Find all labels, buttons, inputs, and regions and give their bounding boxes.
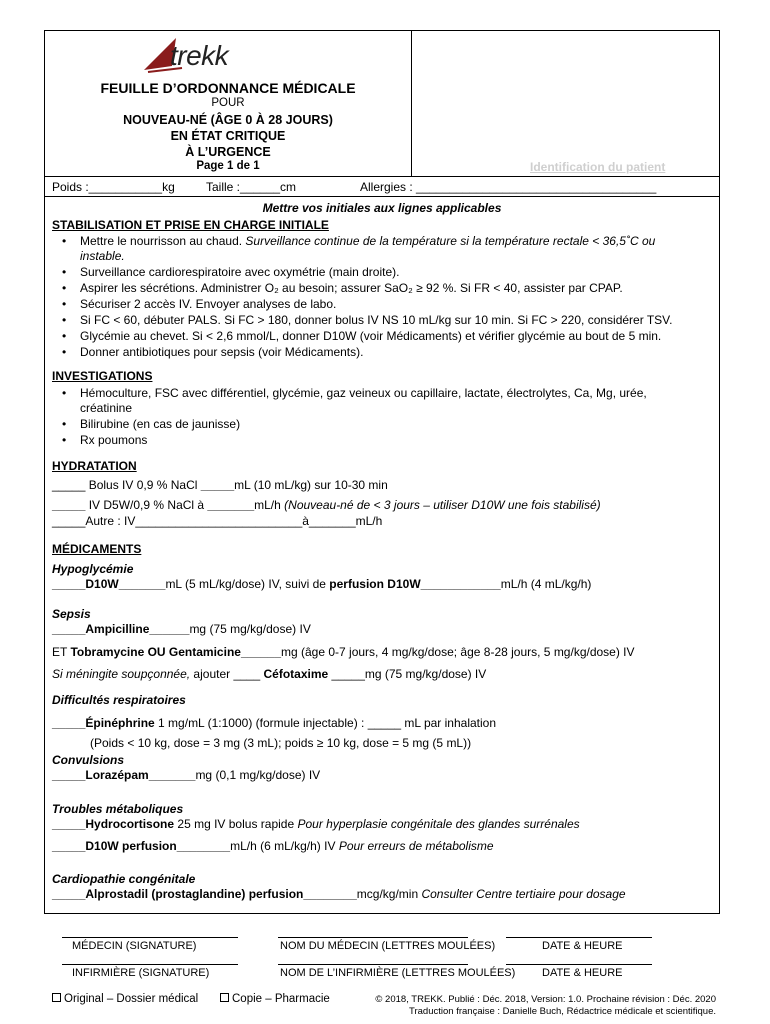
inv-item-2: Bilirubine (en cas de jaunisse) [80, 417, 241, 431]
stab-item-5: Si FC < 60, débuter PALS. Si FC > 180, donner bolus IV NS 10 mL/kg sur 10 min. Si FC > 220, considérer TSV. [80, 313, 673, 327]
hydra-d5w-line[interactable]: _____ IV D5W/0,9 % NaCl à _______mL/h (Nouveau-né de < 3 jours – utiliser D10W une fois stabilisé) [52, 498, 601, 512]
tobramycine-line[interactable]: ET Tobramycine OU Gentamicine______mg (âge 0-7 jours, 4 mg/kg/dose; âge 8-28 jours, 5 mg/kg/dose) IV [52, 645, 635, 659]
medecin-name-label: NOM DU MÉDECIN (LETTRES MOULÉES) [280, 940, 496, 952]
hydratation-heading: HYDRATATION [52, 459, 137, 473]
bullet: • [62, 297, 67, 311]
bullet: • [62, 313, 67, 327]
traduction-text: Traduction française : Danielle Buch, Rédactrice médicale et scientifique. [409, 1006, 716, 1017]
subtitle-line-2: EN ÉTAT CRITIQUE [170, 129, 286, 143]
lorazepam-line[interactable]: _____Lorazépam_______mg (0,1 mg/kg/dose) IV [52, 768, 321, 782]
bullet: • [62, 417, 67, 431]
alprostadil-line[interactable]: _____Alprostadil (prostaglandine) perfusion________mcg/kg/min Consulter Centre tertiaire pour dosage [52, 887, 626, 901]
bullet: • [62, 281, 67, 295]
infirmiere-signature-label: INFIRMIÈRE (SIGNATURE) [72, 967, 210, 979]
stabilisation-heading: STABILISATION ET PRISE EN CHARGE INITIALE [52, 218, 329, 232]
form-subtitle [44, 112, 412, 160]
d10w-perfusion-line[interactable]: _____D10W perfusion________mL/h (6 mL/kg/h) IV Pour erreurs de métabolisme [52, 839, 494, 853]
infirmiere-signature-line[interactable] [62, 964, 238, 965]
resp-title: Difficultés respiratoires [52, 693, 186, 707]
page-number: Page 1 de 1 [196, 160, 260, 172]
conv-title: Convulsions [52, 753, 125, 767]
hydrocortisone-line[interactable]: _____Hydrocortisone 25 mg IV bolus rapide Pour hyperplasie congénitale des glandes surrénales [52, 817, 580, 831]
bullet: • [62, 386, 67, 400]
form-title: FEUILLE D’ORDONNANCE MÉDICALE [100, 80, 356, 96]
bullet: • [62, 329, 67, 343]
poids-field[interactable]: Poids :___________kg [52, 180, 175, 194]
date1-line[interactable] [506, 937, 652, 938]
bullet: • [62, 234, 67, 248]
stab-item-7: Donner antibiotiques pour sepsis (voir Médicaments). [80, 345, 364, 359]
meta-title: Troubles métaboliques [52, 802, 184, 816]
subtitle-line-1: NOUVEAU-NÉ (ÂGE 0 À 28 JOURS) [123, 113, 333, 127]
initiales-note: Mettre vos initiales aux lignes applicables [262, 201, 502, 215]
logo-text: trekk [170, 40, 229, 71]
copie-option[interactable]: Copie – Pharmacie [220, 993, 330, 1005]
epinephrine-dose-note: (Poids < 10 kg, dose = 3 mg (3 mL); poids ≥ 10 kg, dose = 5 mg (5 mL)) [90, 736, 472, 750]
checkbox-icon[interactable] [52, 993, 61, 1002]
infirmiere-name-line[interactable] [278, 964, 468, 965]
hypo-line[interactable]: _____D10W_______mL (5 mL/kg/dose) IV, suivi de perfusion D10W____________mL/h (4 mL/kg/h) [52, 577, 592, 591]
infirmiere-name-label: NOM DE L’INFIRMIÈRE (LETTRES MOULÉES) [280, 967, 516, 979]
date1-label: DATE & HEURE [542, 940, 623, 952]
inv-item-1: Hémoculture, FSC avec différentiel, glycémie, gaz veineux ou capillaire, lactate, électrolytes, Ca, Mg, urée, [80, 386, 647, 400]
hydra-bolus-line[interactable]: _____ Bolus IV 0,9 % NaCl _____mL (10 mL/kg) sur 10-30 min [52, 478, 388, 492]
subtitle-line-3: À L’URGENCE [185, 145, 271, 159]
investigations-heading: INVESTIGATIONS [52, 369, 153, 383]
copyright-text: © 2018, TREKK. Publié : Déc. 2018, Version: 1.0. Prochaine révision : Déc. 2020 [375, 994, 716, 1005]
patient-info-rule [44, 196, 720, 197]
bullet: • [62, 345, 67, 359]
hypo-title: Hypoglycémie [52, 562, 134, 576]
cardio-title: Cardiopathie congénitale [52, 872, 196, 886]
inv-item-1-cont: créatinine [80, 401, 133, 415]
medecin-signature-label: MÉDECIN (SIGNATURE) [72, 940, 197, 952]
bullet: • [62, 265, 67, 279]
hydra-autre-line[interactable]: _____Autre : IV_________________________à_______mL/h [52, 514, 383, 528]
date2-label: DATE & HEURE [542, 967, 623, 979]
stab-item-2: Surveillance cardiorespiratoire avec oxymétrie (main droite). [80, 265, 400, 279]
bullet: • [62, 433, 67, 447]
sepsis-title: Sepsis [52, 607, 91, 621]
ampicilline-line[interactable]: _____Ampicilline______mg (75 mg/kg/dose) IV [52, 622, 311, 636]
taille-field[interactable]: Taille :______cm [206, 180, 297, 194]
stab-item-1: Mettre le nourrisson au chaud. Surveillance continue de la température si la température rectale < 36,5˚C ou [80, 234, 656, 248]
epinephrine-line[interactable]: _____Épinéphrine 1 mg/mL (1:1000) (formule injectable) : _____ mL par inhalation [52, 716, 497, 730]
date2-line[interactable] [506, 964, 652, 965]
checkbox-icon[interactable] [220, 993, 229, 1002]
patient-id-label: Identification du patient [530, 160, 666, 174]
stab-item-4: Sécuriser 2 accès IV. Envoyer analyses de labo. [80, 297, 337, 311]
medecin-name-line[interactable] [278, 937, 468, 938]
inv-item-3: Rx poumons [80, 433, 148, 447]
stab-item-6: Glycémie au chevet. Si < 2,6 mmol/L, donner D10W (voir Médicaments) et vérifier glycémie au bout de 5 min. [80, 329, 662, 343]
medicaments-heading: MÉDICAMENTS [52, 542, 142, 556]
allergies-field[interactable]: Allergies : ____________________________________ [360, 180, 657, 194]
original-option[interactable]: Original – Dossier médical [52, 993, 198, 1005]
medecin-signature-line[interactable] [62, 937, 238, 938]
stab-item-1-cont: instable. [80, 249, 125, 263]
header-bottom-rule [44, 176, 720, 177]
stab-item-3: Aspirer les sécrétions. Administrer O₂ au besoin; assurer SaO₂ ≥ 92 %. Si FR < 40, assister par CPAP. [80, 281, 623, 295]
form-pour: POUR [211, 97, 245, 109]
cefotaxime-line[interactable]: Si méningite soupçonnée, ajouter ____ Céfotaxime _____mg (75 mg/kg/dose) IV [52, 667, 487, 681]
